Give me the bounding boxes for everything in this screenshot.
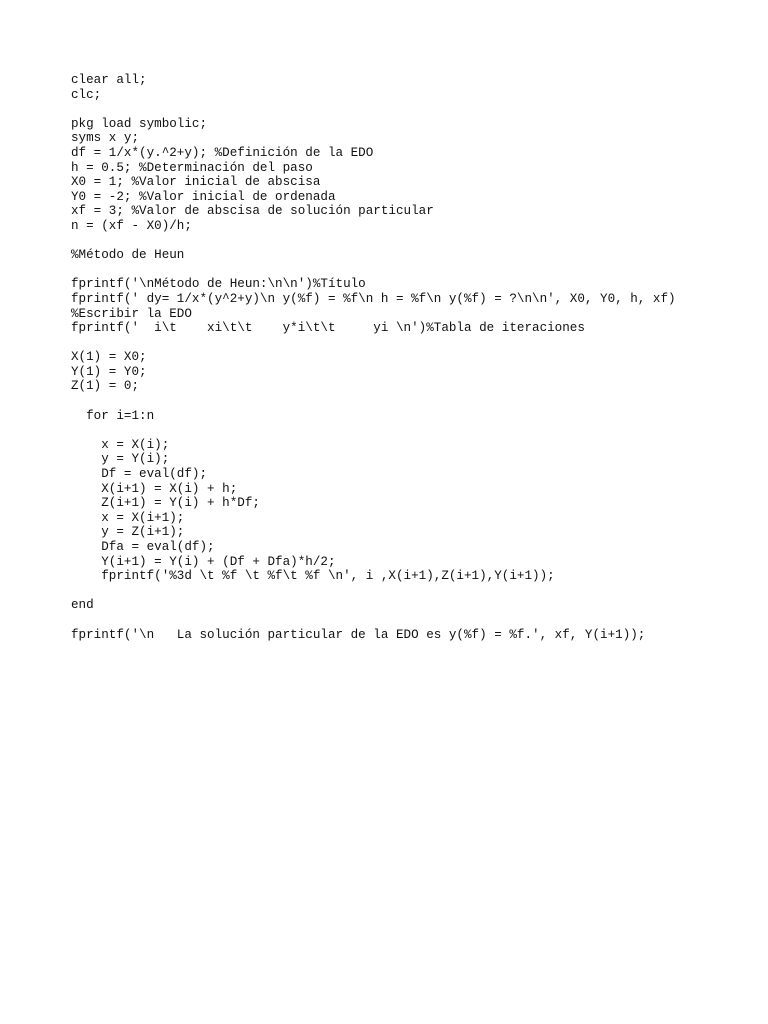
code-line: xf = 3; %Valor de abscisa de solución particular [71, 204, 434, 219]
code-line: Dfa = eval(df); [71, 540, 215, 554]
code-line [71, 263, 751, 278]
code-line: fprintf(' i\t xi\t\t y*i\t\t yi \n')%Tabla de iteraciones [71, 321, 585, 336]
code-line [71, 613, 751, 628]
code-line: y = Y(i); [71, 452, 170, 467]
code-line [71, 234, 751, 249]
code-line: clear all; [71, 73, 147, 87]
code-line: h = 0.5; %Determinación del paso [71, 160, 313, 175]
code-line: pkg load symbolic; [71, 116, 208, 131]
code-line: Y0 = -2; %Valor inicial de ordenada [71, 189, 336, 204]
code-line: fprintf(' dy= 1/x*(y^2+y)\n y(%f) = %f\n h = %f\n y(%f) = ?\n\n', X0, Y0, h, xf) [71, 291, 676, 306]
code-line: x = X(i); [71, 437, 170, 452]
code-line: X(i+1) = X(i) + h; [71, 481, 238, 496]
code-line: Y(1) = Y0; [71, 364, 147, 379]
code-line: %Escribir la EDO [71, 306, 192, 321]
code-line: Z(i+1) = Y(i) + h*Df; [71, 496, 260, 511]
code-line: fprintf('%3d \t %f \t %f\t %f \n', i ,X(i+1),Z(i+1),Y(i+1)); [71, 569, 555, 584]
code-line: df = 1/x*(y.^2+y); %Definición de la EDO [71, 145, 374, 160]
code-line: fprintf('\nMétodo de Heun:\n\n')%Título [71, 277, 366, 292]
code-line [71, 336, 751, 351]
code-line: Df = eval(df); [71, 467, 208, 482]
code-line: end [71, 598, 94, 613]
code-line: n = (xf - X0)/h; [71, 218, 192, 233]
code-line [71, 394, 751, 409]
code-line: X(1) = X0; [71, 350, 147, 365]
code-line: y = Z(i+1); [71, 525, 185, 540]
code-line: syms x y; [71, 131, 140, 146]
code-line: Z(1) = 0; [71, 379, 140, 394]
code-line [71, 423, 751, 438]
code-line: clc; [71, 87, 102, 102]
code-line [71, 584, 751, 599]
code-line [71, 102, 751, 117]
code-line: Y(i+1) = Y(i) + (Df + Dfa)*h/2; [71, 554, 336, 569]
code-line: X0 = 1; %Valor inicial de abscisa [71, 175, 321, 190]
code-line: for i=1:n [71, 408, 155, 423]
code-line: %Método de Heun [71, 248, 185, 263]
code-listing [71, 73, 751, 642]
code-line: x = X(i+1); [71, 510, 185, 525]
code-line: fprintf('\n La solución particular de la EDO es y(%f) = %f.', xf, Y(i+1)); [71, 627, 646, 642]
